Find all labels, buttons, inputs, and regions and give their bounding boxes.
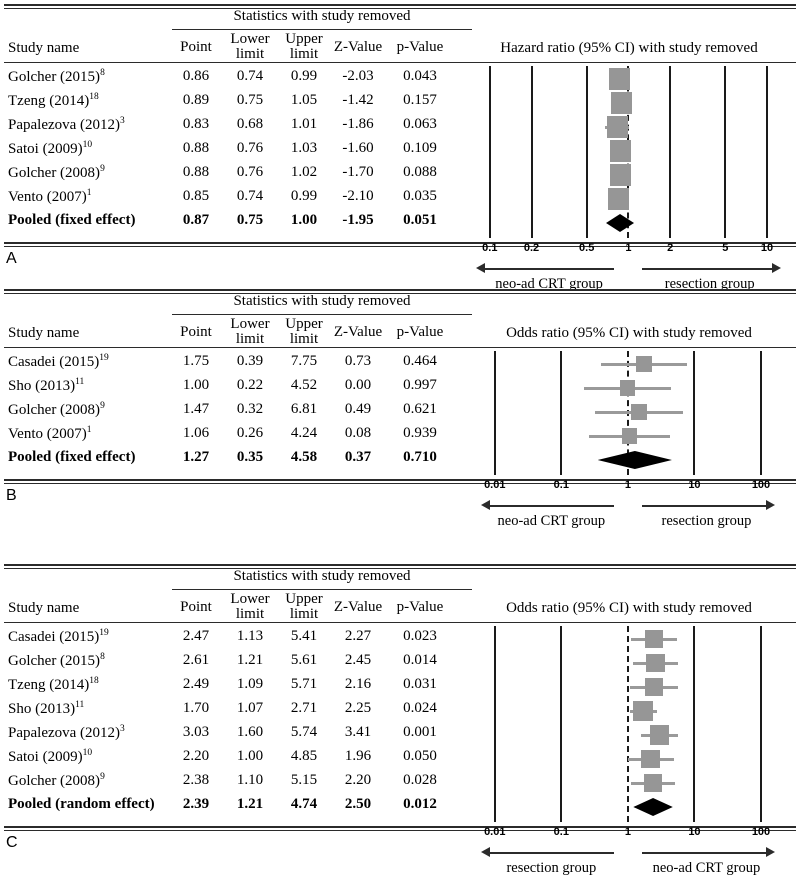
axis-tick-0.01: 0.01 bbox=[484, 826, 506, 838]
gridline-10 bbox=[693, 626, 695, 822]
point-estimate-marker bbox=[641, 750, 659, 768]
gridline-100 bbox=[760, 626, 762, 822]
left-group-label: neo-ad CRT group bbox=[497, 513, 606, 529]
statistics-group-header: Statistics with study removed bbox=[233, 568, 411, 584]
column-header-upper-limit: Upper limit bbox=[285, 31, 323, 62]
point-estimate-marker bbox=[645, 630, 663, 648]
column-header-point: Point bbox=[180, 39, 212, 55]
value-cell: 0.32 bbox=[236, 401, 264, 417]
panel-letter-a: A bbox=[6, 250, 17, 267]
value-cell: 5.41 bbox=[290, 628, 318, 644]
panel-letter-c: C bbox=[6, 834, 18, 851]
value-cell: -1.60 bbox=[342, 140, 374, 156]
value-cell: -1.86 bbox=[342, 116, 374, 132]
study-name-cell: Vento $(2007)^1$ bbox=[8, 425, 92, 442]
axis-tick-2: 2 bbox=[667, 242, 674, 254]
table-row bbox=[0, 164, 470, 188]
point-estimate-marker bbox=[622, 428, 638, 444]
column-header-lower-limit: Lower limit bbox=[230, 31, 270, 62]
column-header-z-value: Z-Value bbox=[333, 599, 383, 615]
value-cell: 1.03 bbox=[290, 140, 318, 156]
study-name-header: Study name bbox=[8, 600, 80, 616]
value-cell: 0.85 bbox=[182, 188, 210, 204]
column-header-z-value: Z-Value bbox=[333, 324, 383, 340]
value-cell: 0.157 bbox=[403, 92, 437, 108]
value-cell: 0.043 bbox=[403, 68, 437, 84]
forest-plot-a bbox=[468, 0, 790, 292]
column-header-upper-limit: Upper limit bbox=[285, 316, 323, 347]
study-name-cell: Satoi $(2009)^{10}$ bbox=[8, 140, 93, 157]
study-name-cell: Satoi $(2009)^{10}$ bbox=[8, 748, 93, 765]
value-cell: 0.88 bbox=[182, 164, 210, 180]
value-cell: 0.75 bbox=[236, 92, 264, 108]
left-direction-arrow bbox=[481, 846, 614, 860]
value-cell: 1.05 bbox=[290, 92, 318, 108]
value-cell: 1.70 bbox=[182, 700, 210, 716]
value-cell: 0.88 bbox=[182, 140, 210, 156]
value-cell: 0.710 bbox=[403, 449, 437, 465]
arrow-head-left bbox=[481, 847, 490, 857]
axis-tick-0.01: 0.01 bbox=[484, 479, 506, 491]
value-cell: 0.050 bbox=[403, 748, 437, 764]
arrow-head-right bbox=[766, 847, 775, 857]
study-name-cell: Sho $(2013)^{11}$ bbox=[8, 377, 85, 394]
study-name-header: Study name bbox=[8, 325, 80, 341]
column-header-point: Point bbox=[180, 324, 212, 340]
left-direction-arrow bbox=[476, 262, 615, 276]
left-group-label: resection group bbox=[506, 860, 597, 875]
axis-tick-0.1: 0.1 bbox=[553, 826, 569, 838]
value-cell: -2.03 bbox=[342, 68, 374, 84]
study-name-cell: Pooled (fixed effect) bbox=[8, 449, 136, 465]
value-cell: 0.997 bbox=[403, 377, 437, 393]
table-row bbox=[0, 796, 470, 820]
gridline-0.01 bbox=[494, 351, 496, 475]
value-cell: -1.42 bbox=[342, 92, 374, 108]
value-cell: 0.76 bbox=[236, 140, 264, 156]
point-estimate-marker bbox=[645, 678, 663, 696]
table-row bbox=[0, 377, 470, 401]
table-row bbox=[0, 212, 470, 236]
value-cell: 0.99 bbox=[290, 68, 318, 84]
arrow-shaft bbox=[489, 505, 614, 507]
study-name-cell: Golcher $(2008)^9$ bbox=[8, 164, 105, 181]
point-estimate-marker bbox=[633, 701, 653, 721]
point-estimate-marker bbox=[607, 116, 628, 137]
axis-tick-10: 10 bbox=[688, 826, 701, 838]
table-row bbox=[0, 628, 470, 652]
table-row bbox=[0, 652, 470, 676]
value-cell: 1.75 bbox=[182, 353, 210, 369]
point-estimate-marker bbox=[620, 380, 635, 395]
column-header-upper-limit: Upper limit bbox=[285, 591, 323, 622]
table-row bbox=[0, 188, 470, 212]
value-cell: 2.20 bbox=[344, 772, 372, 788]
value-cell: 0.464 bbox=[403, 353, 437, 369]
table-row bbox=[0, 700, 470, 724]
value-cell: 0.22 bbox=[236, 377, 264, 393]
value-cell: 3.03 bbox=[182, 724, 210, 740]
table-row bbox=[0, 449, 470, 473]
axis-tick-0.5: 0.5 bbox=[579, 242, 595, 254]
axis-tick-100: 100 bbox=[751, 479, 771, 491]
value-cell: 0.023 bbox=[403, 628, 437, 644]
value-cell: 0.00 bbox=[344, 377, 372, 393]
arrow-head-right bbox=[766, 500, 775, 510]
value-cell: 0.001 bbox=[403, 724, 437, 740]
column-header-point: Point bbox=[180, 599, 212, 615]
study-name-cell: Casadei $(2015)^{19}$ bbox=[8, 353, 109, 370]
value-cell: 1.60 bbox=[236, 724, 264, 740]
value-cell: 0.088 bbox=[403, 164, 437, 180]
value-cell: 2.47 bbox=[182, 628, 210, 644]
gridline-10 bbox=[693, 351, 695, 475]
study-name-cell: Papalezova $(2012)^3$ bbox=[8, 116, 125, 133]
arrow-shaft bbox=[489, 852, 614, 854]
arrow-shaft bbox=[642, 852, 767, 854]
value-cell: 0.014 bbox=[403, 652, 437, 668]
forest-plot-c bbox=[468, 560, 790, 875]
value-cell: 5.15 bbox=[290, 772, 318, 788]
value-cell: 2.38 bbox=[182, 772, 210, 788]
value-cell: 0.74 bbox=[236, 188, 264, 204]
study-name-cell: Pooled (random effect) bbox=[8, 796, 155, 812]
gridline-0.1 bbox=[560, 351, 562, 475]
axis-tick-100: 100 bbox=[751, 826, 771, 838]
table-row bbox=[0, 116, 470, 140]
right-group-label: neo-ad CRT group bbox=[652, 860, 761, 875]
value-cell: 4.85 bbox=[290, 748, 318, 764]
table-row bbox=[0, 676, 470, 700]
value-cell: 0.621 bbox=[403, 401, 437, 417]
value-cell: 1.13 bbox=[236, 628, 264, 644]
value-cell: -2.10 bbox=[342, 188, 374, 204]
value-cell: 2.16 bbox=[344, 676, 372, 692]
gridline-0.2 bbox=[531, 66, 533, 238]
statistics-group-underline bbox=[172, 589, 472, 590]
study-name-cell: Golcher $(2008)^9$ bbox=[8, 772, 105, 789]
gridline-0.1 bbox=[489, 66, 491, 238]
value-cell: 4.74 bbox=[290, 796, 318, 812]
study-name-cell: Golcher $(2015)^8$ bbox=[8, 652, 105, 669]
point-estimate-marker bbox=[644, 774, 663, 793]
value-cell: 0.35 bbox=[236, 449, 264, 465]
point-estimate-marker bbox=[631, 404, 646, 419]
plot-title: Hazard ratio (95% CI) with study removed bbox=[500, 40, 758, 56]
value-cell: 1.21 bbox=[236, 652, 264, 668]
table-row bbox=[0, 140, 470, 164]
value-cell: 0.028 bbox=[403, 772, 437, 788]
value-cell: 0.99 bbox=[290, 188, 318, 204]
value-cell: 0.76 bbox=[236, 164, 264, 180]
study-name-cell: Sho $(2013)^{11}$ bbox=[8, 700, 85, 717]
statistics-group-header: Statistics with study removed bbox=[233, 8, 411, 24]
axis-tick-0.1: 0.1 bbox=[482, 242, 498, 254]
table-row bbox=[0, 425, 470, 449]
value-cell: 4.24 bbox=[290, 425, 318, 441]
table-row bbox=[0, 92, 470, 116]
value-cell: 0.49 bbox=[344, 401, 372, 417]
value-cell: 1.96 bbox=[344, 748, 372, 764]
value-cell: 1.47 bbox=[182, 401, 210, 417]
study-name-cell: Golcher $(2015)^8$ bbox=[8, 68, 105, 85]
table-row bbox=[0, 748, 470, 772]
value-cell: -1.95 bbox=[342, 212, 374, 228]
value-cell: 4.58 bbox=[290, 449, 318, 465]
value-cell: 0.024 bbox=[403, 700, 437, 716]
table-row bbox=[0, 724, 470, 748]
axis-tick-5: 5 bbox=[722, 242, 729, 254]
panel-letter-b: B bbox=[6, 487, 17, 504]
right-group-label: resection group bbox=[664, 276, 755, 292]
value-cell: 0.26 bbox=[236, 425, 264, 441]
forest-plot-b bbox=[468, 285, 790, 529]
axis-tick-1: 1 bbox=[625, 242, 632, 254]
gridline-0.5 bbox=[586, 66, 588, 238]
value-cell: 5.61 bbox=[290, 652, 318, 668]
point-estimate-marker bbox=[610, 164, 631, 185]
study-name-cell: Tzeng $(2014)^{18}$ bbox=[8, 676, 99, 693]
axis-tick-1: 1 bbox=[624, 826, 631, 838]
study-name-header: Study name bbox=[8, 40, 80, 56]
value-cell: 1.07 bbox=[236, 700, 264, 716]
axis-tick-10: 10 bbox=[688, 479, 701, 491]
value-cell: 0.939 bbox=[403, 425, 437, 441]
right-direction-arrow bbox=[642, 846, 775, 860]
axis-tick-1: 1 bbox=[624, 479, 631, 491]
point-estimate-marker bbox=[608, 188, 629, 209]
gridline-100 bbox=[760, 351, 762, 475]
study-name-cell: Pooled (fixed effect) bbox=[8, 212, 136, 228]
statistics-group-underline bbox=[172, 314, 472, 315]
value-cell: 2.50 bbox=[344, 796, 372, 812]
gridline-0.1 bbox=[560, 626, 562, 822]
value-cell: 2.27 bbox=[344, 628, 372, 644]
value-cell: 1.06 bbox=[182, 425, 210, 441]
point-estimate-marker bbox=[650, 725, 669, 744]
value-cell: -1.70 bbox=[342, 164, 374, 180]
column-header-z-value: Z-Value bbox=[333, 39, 383, 55]
table-row bbox=[0, 772, 470, 796]
value-cell: 2.71 bbox=[290, 700, 318, 716]
left-direction-arrow bbox=[481, 499, 614, 513]
value-cell: 4.52 bbox=[290, 377, 318, 393]
column-header-p-value: p-Value bbox=[396, 324, 444, 340]
value-cell: 1.00 bbox=[290, 212, 318, 228]
column-header-p-value: p-Value bbox=[396, 39, 444, 55]
point-estimate-marker bbox=[636, 356, 651, 371]
plot-title: Odds ratio (95% CI) with study removed bbox=[506, 600, 752, 616]
axis-tick-0.2: 0.2 bbox=[523, 242, 540, 254]
value-cell: 0.74 bbox=[236, 68, 264, 84]
arrow-shaft bbox=[642, 268, 773, 270]
gridline-2 bbox=[669, 66, 671, 238]
statistics-group-header: Statistics with study removed bbox=[233, 293, 411, 309]
value-cell: 0.063 bbox=[403, 116, 437, 132]
right-direction-arrow bbox=[642, 262, 781, 276]
arrow-head-left bbox=[481, 500, 490, 510]
value-cell: 0.83 bbox=[182, 116, 210, 132]
column-header-lower-limit: Lower limit bbox=[230, 316, 270, 347]
column-header-p-value: p-Value bbox=[396, 599, 444, 615]
right-direction-arrow bbox=[642, 499, 775, 513]
arrow-shaft bbox=[484, 268, 615, 270]
value-cell: 5.74 bbox=[290, 724, 318, 740]
value-cell: 0.73 bbox=[344, 353, 372, 369]
study-name-cell: Tzeng $(2014)^{18}$ bbox=[8, 92, 99, 109]
value-cell: 0.012 bbox=[403, 796, 437, 812]
value-cell: 6.81 bbox=[290, 401, 318, 417]
value-cell: 0.035 bbox=[403, 188, 437, 204]
value-cell: 1.21 bbox=[236, 796, 264, 812]
value-cell: 1.01 bbox=[290, 116, 318, 132]
statistics-group-underline bbox=[172, 29, 472, 30]
value-cell: 0.87 bbox=[182, 212, 210, 228]
arrow-shaft bbox=[642, 505, 767, 507]
value-cell: 0.86 bbox=[182, 68, 210, 84]
value-cell: 2.20 bbox=[182, 748, 210, 764]
value-cell: 0.08 bbox=[344, 425, 372, 441]
value-cell: 0.37 bbox=[344, 449, 372, 465]
point-estimate-marker bbox=[609, 68, 630, 89]
value-cell: 2.39 bbox=[182, 796, 210, 812]
value-cell: 2.61 bbox=[182, 652, 210, 668]
right-group-label: resection group bbox=[661, 513, 752, 529]
value-cell: 0.68 bbox=[236, 116, 264, 132]
value-cell: 0.031 bbox=[403, 676, 437, 692]
value-cell: 0.75 bbox=[236, 212, 264, 228]
value-cell: 7.75 bbox=[290, 353, 318, 369]
value-cell: 0.051 bbox=[403, 212, 437, 228]
value-cell: 3.41 bbox=[344, 724, 372, 740]
table-row bbox=[0, 68, 470, 92]
value-cell: 1.10 bbox=[236, 772, 264, 788]
gridline-1 bbox=[627, 626, 629, 822]
value-cell: 1.27 bbox=[182, 449, 210, 465]
value-cell: 1.00 bbox=[236, 748, 264, 764]
value-cell: 0.89 bbox=[182, 92, 210, 108]
value-cell: 0.39 bbox=[236, 353, 264, 369]
point-estimate-marker bbox=[646, 654, 665, 673]
pooled-effect-diamond bbox=[598, 451, 672, 469]
value-cell: 1.09 bbox=[236, 676, 264, 692]
value-cell: 1.00 bbox=[182, 377, 210, 393]
axis-tick-0.1: 0.1 bbox=[553, 479, 569, 491]
left-group-label: neo-ad CRT group bbox=[495, 276, 603, 292]
table-row bbox=[0, 353, 470, 377]
value-cell: 2.25 bbox=[344, 700, 372, 716]
plot-title: Odds ratio (95% CI) with study removed bbox=[506, 325, 752, 341]
value-cell: 0.109 bbox=[403, 140, 437, 156]
value-cell: 2.49 bbox=[182, 676, 210, 692]
study-name-cell: Papalezova $(2012)^3$ bbox=[8, 724, 125, 741]
table-row bbox=[0, 401, 470, 425]
gridline-10 bbox=[766, 66, 768, 238]
arrow-head-right bbox=[772, 263, 781, 273]
pooled-effect-diamond bbox=[606, 214, 634, 232]
value-cell: 5.71 bbox=[290, 676, 318, 692]
point-estimate-marker bbox=[610, 140, 631, 161]
point-estimate-marker bbox=[611, 92, 632, 113]
value-cell: 1.02 bbox=[290, 164, 318, 180]
study-name-cell: Vento $(2007)^1$ bbox=[8, 188, 92, 205]
arrow-head-left bbox=[476, 263, 485, 273]
pooled-effect-diamond bbox=[633, 798, 672, 816]
gridline-0.01 bbox=[494, 626, 496, 822]
column-header-lower-limit: Lower limit bbox=[230, 591, 270, 622]
study-name-cell: Golcher $(2008)^9$ bbox=[8, 401, 105, 418]
study-name-cell: Casadei $(2015)^{19}$ bbox=[8, 628, 109, 645]
axis-tick-10: 10 bbox=[760, 242, 774, 254]
gridline-5 bbox=[724, 66, 726, 238]
value-cell: 2.45 bbox=[344, 652, 372, 668]
